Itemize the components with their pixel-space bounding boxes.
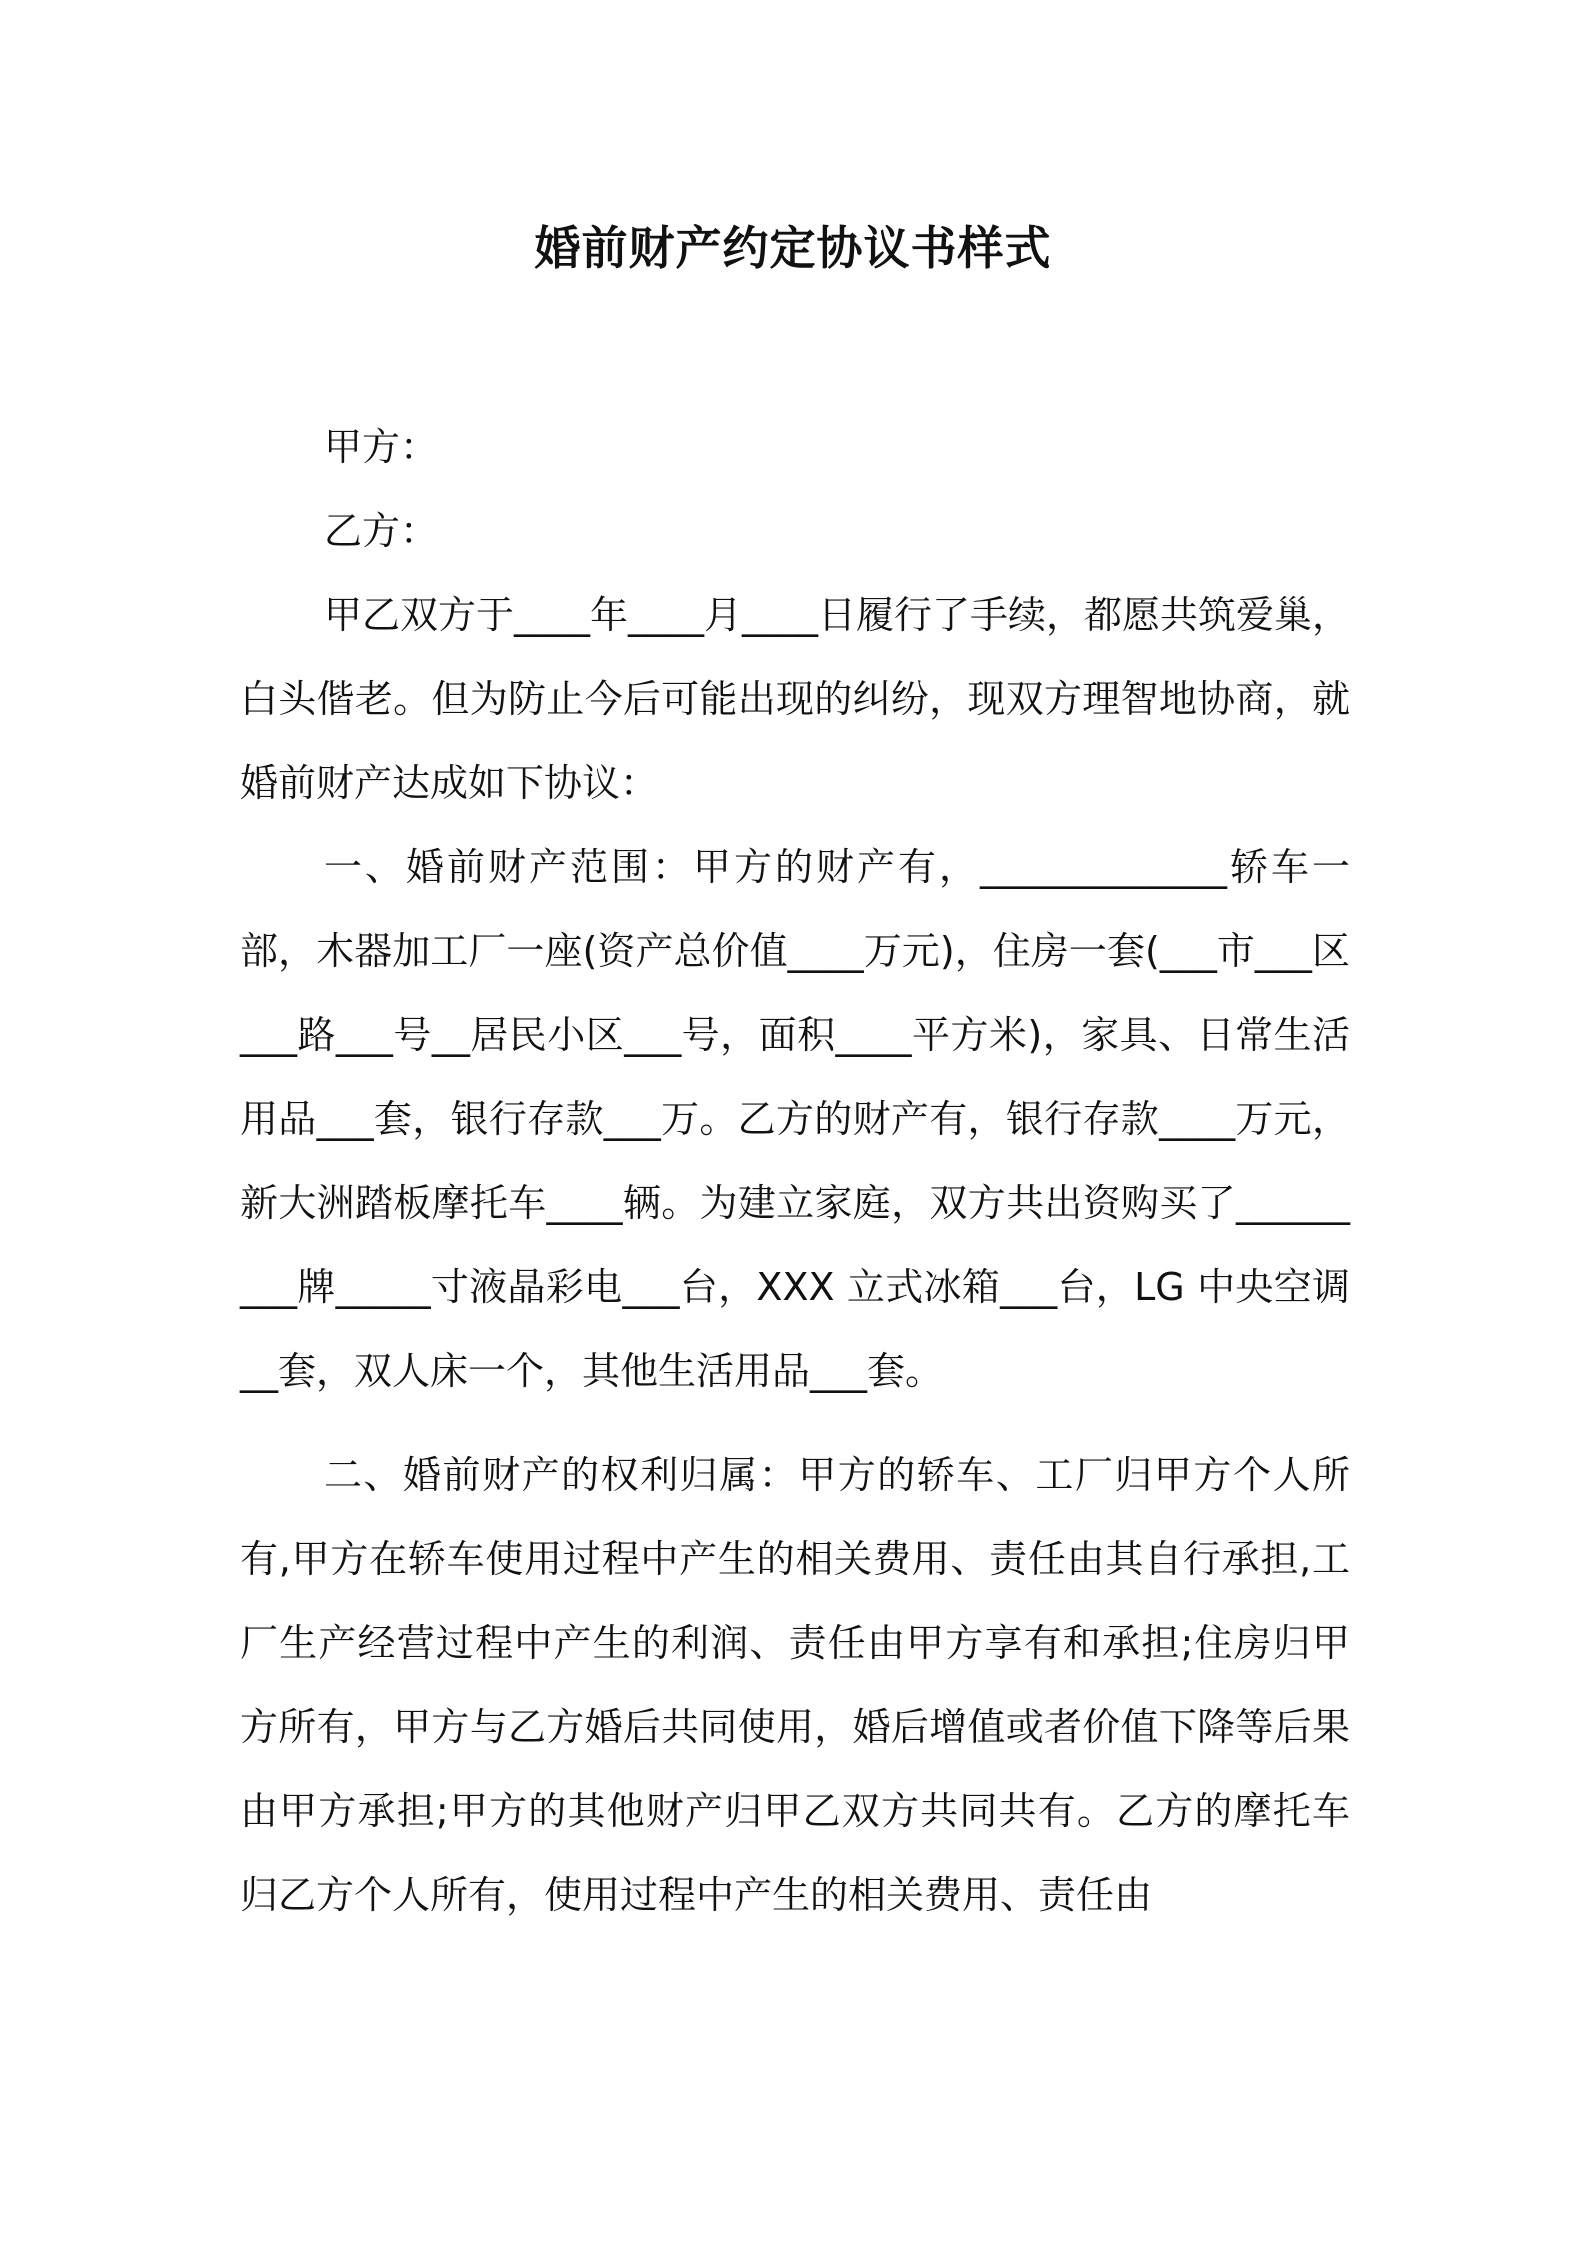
document-body [240,405,1350,1937]
document-title: 婚前财产约定协议书样式 [534,221,1052,275]
party-a-label: 甲方： [324,425,439,469]
clause-1-paragraph: 一、婚前财产范围：甲方的财产有，_____________轿车一部，木器加工厂一座(资产总价值____万元)，住房一套(___市___区___路___号__居民小区___号，面积____平方米)，家具、日常生活用品___套，银行存款___万。乙方的财产有，银行存款____万元，新大洲踏板摩托车____辆。为建立家庭，双方共出资购买了_________牌_____寸液晶彩电___台，XXX 立式冰箱___台，LG 中央空调__套，双人床一个，其他生活用品___套。 [240,845,1350,1393]
party-b-label: 乙方： [324,509,439,553]
clause-2-paragraph: 二、婚前财产的权利归属：甲方的轿车、工厂归甲方个人所有,甲方在轿车使用过程中产生的相关费用、责任由其自行承担,工厂生产经营过程中产生的利润、责任由甲方享有和承担;住房归甲方所有，甲方与乙方婚后共同使用，婚后增值或者价值下降等后果由甲方承担;甲方的其他财产归甲乙双方共同共有。乙方的摩托车归乙方个人所有，使用过程中产生的相关费用、责任由 [240,1453,1350,1917]
intro-paragraph: 甲乙双方于____年____月____日履行了手续，都愿共筑爱巢，白头偕老。但为防止今后可能出现的纠纷，现双方理智地协商，就婚前财产达成如下协议： [240,593,1351,805]
